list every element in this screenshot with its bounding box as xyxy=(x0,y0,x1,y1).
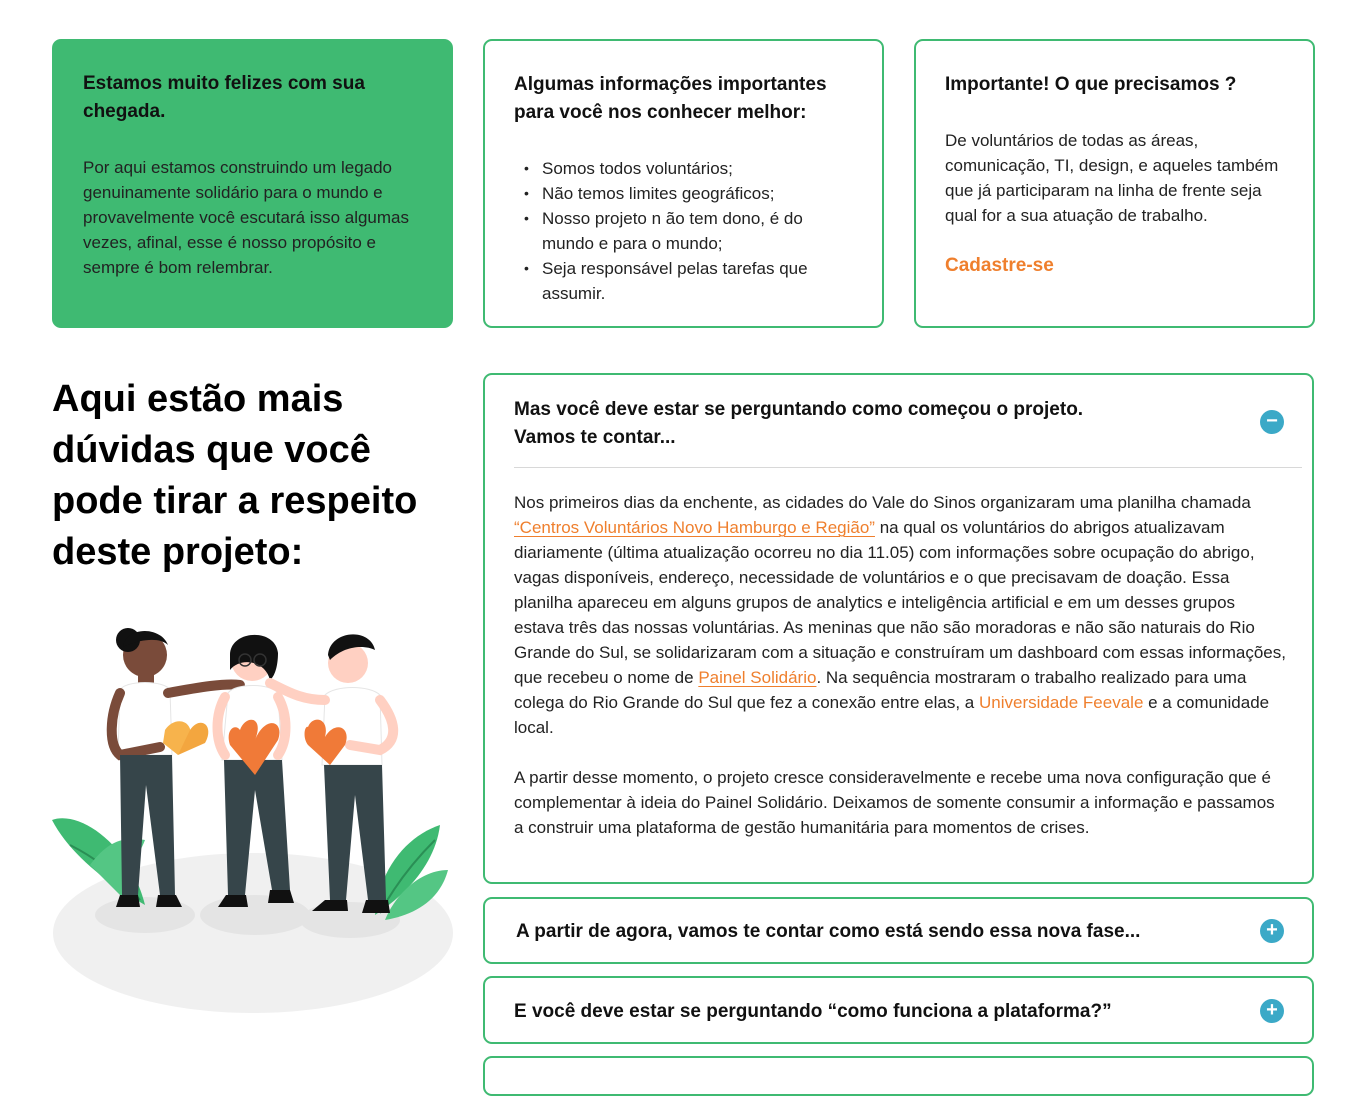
divider xyxy=(514,467,1302,468)
list-item: • Somos todos voluntários; xyxy=(514,156,854,181)
info-card xyxy=(483,39,884,328)
faq-heading: Aqui estão mais dúvidas que você pode tirar a respeito deste projeto: xyxy=(52,378,418,573)
info-card-title: Algumas informações importantes para você nos conhecer melhor: xyxy=(514,74,827,123)
faq-item-title[interactable]: Mas você deve estar se perguntando como começou o projeto. Vamos te contar... xyxy=(514,399,1084,448)
welcome-card xyxy=(52,39,453,328)
list-item: • Nosso projeto n ão tem dono, é do mundo e para o mundo; xyxy=(514,206,854,256)
faq-paragraph: A partir desse momento, o projeto cresce consideravelmente e recebe uma nova configuração que é complementar à ideia do Painel Solidário. Deixamos de somente consumir a informação e passamos a construir uma plataforma de gestão humanitária para momentos de crises. xyxy=(514,768,1275,837)
important-card-text: De voluntários de todas as áreas, comunicação, TI, design, e aqueles também que já participaram na linha de frente seja qual for a sua atuação de trabalho. xyxy=(945,131,1279,225)
signup-link[interactable]: Cadastre-se xyxy=(945,255,1054,276)
important-card-title: Importante! O que precisamos ? xyxy=(945,74,1237,95)
faq-item-title[interactable]: A partir de agora, vamos te contar como está sendo essa nova fase... xyxy=(516,921,1141,942)
spreadsheet-link[interactable]: “Centros Voluntários Novo Hamburgo e Região” xyxy=(514,518,875,537)
important-card xyxy=(914,39,1315,328)
expand-icon[interactable]: + xyxy=(1260,919,1284,943)
faq-paragraph: Nos primeiros dias da enchente, as cidades do Vale do Sinos organizaram uma planilha chamada “Centros Voluntários Novo Hamburgo e Região” na qual os voluntários do abrigos atualizavam diariamente (última atualização ocorreu no dia 11.05) com informações sobre ocupação do abrigo, vagas disponíveis, endereço, necessidade de voluntários e o que precisavam de doação. Essa planilha apareceu em alguns grupos de analytics e inteligência artificial e em um desses grupos estava três das nossas voluntárias. As meninas que não são moradoras e não são naturais do Rio Grande do Sul, se solidarizaram com a situação e construíram um dashboard com essas informações, que recebeu o nome de Painel Solidário. Na sequência mostraram o trabalho realizado para uma colega do Rio Grande do Sul que fez a conexão entre elas, a Universidade Feevale e a comunidade local. xyxy=(514,493,1286,737)
feevale-link[interactable]: Universidade Feevale xyxy=(978,693,1144,712)
faq-item-title[interactable]: E você deve estar se perguntando “como funciona a plataforma?” xyxy=(514,1001,1112,1022)
list-item: • Não temos limites geográficos; xyxy=(514,181,854,206)
faq-item-next[interactable] xyxy=(483,1056,1314,1096)
faq-item-new-phase[interactable] xyxy=(483,897,1314,964)
list-item: • Seja responsável pelas tarefas que assumir. xyxy=(514,256,854,306)
faq-item-origin[interactable] xyxy=(483,373,1314,884)
faq-item-body xyxy=(514,490,1288,865)
collapse-icon[interactable]: − xyxy=(1260,410,1284,434)
faq-item-how-it-works[interactable] xyxy=(483,976,1314,1044)
info-list xyxy=(514,156,854,306)
welcome-card-text: Por aqui estamos construindo um legado genuinamente solidário para o mundo e provavelmente você escutará isso algumas vezes, afinal, esse é nosso propósito e sempre é bom relembrar. xyxy=(83,158,409,277)
painel-solidario-link[interactable]: Painel Solidário xyxy=(698,668,817,687)
volunteers-illustration xyxy=(50,615,456,1015)
welcome-card-title: Estamos muito felizes com sua chegada. xyxy=(83,73,365,122)
expand-icon[interactable]: + xyxy=(1260,999,1284,1023)
